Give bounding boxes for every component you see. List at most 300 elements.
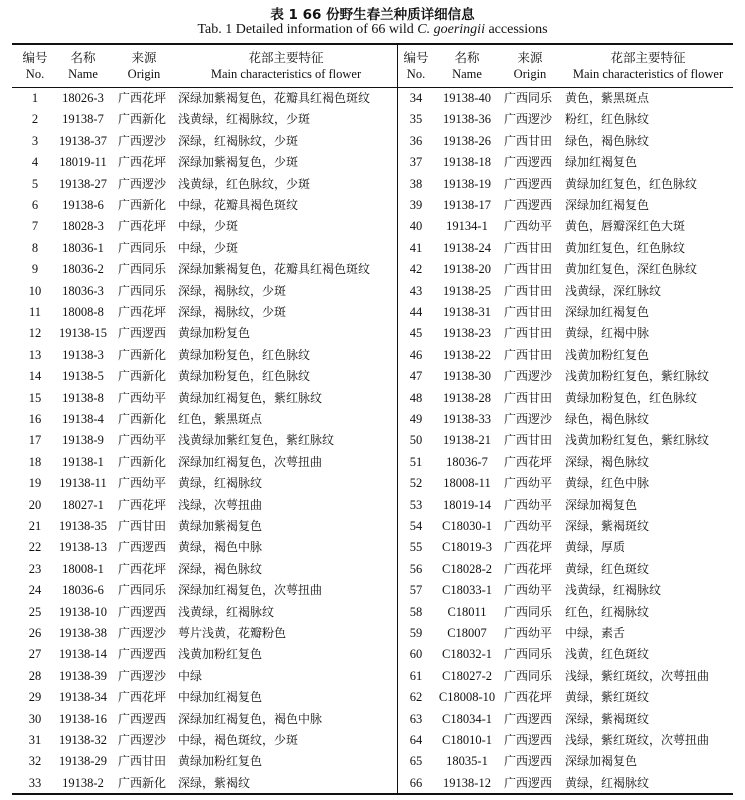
cell-no: 57 [409, 583, 423, 598]
table-row [0, 687, 745, 708]
cell-characteristics: 浅黄加粉红复色 [178, 647, 263, 662]
cell-characteristics: 浅黄绿加紫红复色，紫红脉纹 [178, 433, 335, 448]
cell-no: 25 [28, 604, 42, 619]
cell-no: 45 [409, 326, 423, 341]
cell-origin: 广西新化 [118, 112, 167, 127]
cell-name: 18027-1 [62, 497, 104, 512]
cell-origin: 广西幼平 [118, 476, 167, 491]
table-title-en [0, 22, 745, 38]
cell-origin: 广西幼平 [504, 476, 553, 491]
cell-no: 36 [409, 133, 423, 148]
cell-no: 13 [28, 347, 42, 362]
header-no-zh-right: 编号 [403, 50, 429, 65]
cell-no: 17 [28, 433, 42, 448]
cell-characteristics: 黄绿，紫红斑纹 [565, 690, 650, 705]
table-row [0, 709, 745, 730]
cell-name: 19138-8 [62, 390, 104, 405]
cell-characteristics: 黄加红复色，深红色脉纹 [565, 262, 698, 277]
table-row [0, 259, 745, 280]
cell-origin: 广西同乐 [118, 583, 167, 598]
cell-origin: 广西花坪 [118, 219, 167, 234]
cell-no: 11 [28, 305, 42, 319]
cell-name: 19138-21 [443, 433, 491, 448]
cell-origin: 广西幼平 [504, 219, 553, 234]
cell-characteristics: 中绿 [178, 668, 203, 683]
cell-no: 26 [28, 626, 42, 640]
cell-no: 55 [409, 540, 423, 555]
cell-characteristics: 深绿加红褐复色 [565, 305, 650, 319]
top-rule [12, 43, 733, 45]
cell-name: 19138-40 [443, 91, 491, 105]
cell-name: 19138-39 [59, 668, 107, 683]
cell-name: 18035-1 [446, 754, 488, 769]
cell-origin: 广西逻西 [118, 604, 167, 619]
cell-no: 62 [409, 690, 423, 705]
cell-origin: 广西新化 [118, 454, 167, 469]
cell-origin: 广西逻沙 [504, 412, 553, 426]
table-row [0, 174, 745, 195]
cell-no: 58 [409, 604, 423, 619]
cell-characteristics: 浅黄，红色斑纹 [565, 647, 650, 662]
cell-origin: 广西逻西 [504, 775, 553, 790]
cell-origin: 广西甘田 [504, 305, 553, 319]
table-row [0, 131, 745, 152]
table-row [0, 666, 745, 687]
header-char-en-right: Main characteristics of flower [572, 67, 724, 81]
header-origin-zh: 来源 [131, 50, 157, 65]
cell-no: 41 [409, 240, 423, 255]
cell-no: 6 [31, 198, 39, 212]
cell-characteristics: 黄绿加红褐复色，紫红脉纹 [178, 390, 323, 405]
cell-origin: 广西逻西 [118, 711, 167, 726]
cell-name: C18027-2 [442, 668, 492, 683]
cell-name: 19138-18 [443, 155, 491, 170]
cell-name: 18019-11 [59, 155, 107, 170]
cell-characteristics: 深绿加紫褐复色，花瓣具红褐色斑纹 [178, 91, 371, 105]
cell-characteristics: 深绿加红褐复色，褐色中脉 [178, 711, 323, 726]
cell-no: 2 [31, 112, 39, 127]
cell-no: 46 [409, 347, 423, 362]
cell-name: 19138-34 [59, 690, 107, 705]
header-char-en: Main characteristics of flower [210, 67, 362, 81]
cell-characteristics: 浅黄绿，红褐脉纹，少斑 [178, 112, 311, 127]
cell-characteristics: 深绿，红褐脉纹，少斑 [178, 133, 299, 148]
cell-name: 19138-19 [443, 176, 491, 191]
cell-characteristics: 黄绿加粉复色，红色脉纹 [178, 347, 311, 362]
cell-origin: 广西逻沙 [118, 626, 167, 640]
cell-no: 53 [409, 497, 423, 512]
cell-origin: 广西花坪 [118, 497, 167, 512]
cell-name: 19138-9 [62, 433, 104, 448]
cell-name: 19138-28 [443, 390, 491, 405]
cell-name: 18036-6 [62, 583, 104, 598]
table-row [0, 366, 745, 387]
cell-no: 64 [409, 733, 423, 747]
cell-name: 19138-29 [59, 754, 107, 769]
header-name-en-right: Name [452, 67, 482, 81]
table-row [0, 88, 745, 109]
cell-characteristics: 中绿，褐色斑纹，少斑 [178, 733, 299, 747]
cell-name: 19138-30 [443, 369, 491, 384]
cell-name: 18008-1 [62, 561, 104, 576]
cell-origin: 广西同乐 [504, 91, 553, 105]
cell-no: 59 [409, 626, 423, 640]
cell-no: 40 [409, 219, 423, 234]
table-row [0, 773, 745, 794]
cell-characteristics: 绿加红褐复色 [565, 155, 638, 170]
table-row [0, 751, 745, 772]
header-origin-en: Origin [127, 67, 161, 81]
cell-no: 27 [28, 647, 42, 662]
cell-origin: 广西新化 [118, 347, 167, 362]
cell-name: 18036-3 [62, 283, 104, 298]
cell-name: 18019-14 [443, 497, 491, 512]
cell-characteristics: 黄色，唇瓣深红色大斑 [565, 219, 686, 234]
cell-characteristics: 浅黄加粉红复色，紫红脉纹 [565, 369, 710, 384]
header-char-zh: 花部主要特征 [248, 50, 324, 65]
cell-origin: 广西甘田 [504, 283, 553, 298]
cell-no: 37 [409, 155, 423, 170]
cell-no: 33 [28, 775, 42, 790]
cell-origin: 广西花坪 [504, 561, 553, 576]
cell-characteristics: 萼片浅黄，花瓣粉色 [178, 626, 287, 640]
table-row [0, 452, 745, 473]
cell-name: 19138-32 [59, 733, 107, 747]
cell-no: 28 [28, 668, 42, 683]
cell-characteristics: 粉红，红色脉纹 [565, 112, 650, 127]
cell-no: 60 [409, 647, 423, 662]
header-name-zh-right: 名称 [454, 50, 480, 65]
title-en-prefix: Tab. 1 Detailed information of 66 wild [197, 22, 418, 37]
cell-name: C18028-2 [442, 561, 492, 576]
cell-name: 19138-38 [59, 626, 107, 640]
cell-no: 18 [28, 454, 42, 469]
cell-no: 12 [28, 326, 42, 341]
cell-no: 56 [409, 561, 423, 576]
cell-characteristics: 浅绿，紫红斑纹，次萼扭曲 [565, 668, 710, 683]
cell-origin: 广西幼平 [118, 433, 167, 448]
cell-name: C18010-1 [442, 733, 492, 747]
table-row [0, 409, 745, 430]
cell-characteristics: 中绿，花瓣具褐色斑纹 [178, 198, 299, 212]
cell-origin: 广西逻沙 [118, 733, 167, 747]
cell-no: 4 [31, 155, 39, 170]
table-row [0, 537, 745, 558]
cell-origin: 广西花坪 [118, 690, 167, 705]
cell-name: 19134-1 [446, 219, 488, 234]
cell-no: 24 [28, 583, 42, 598]
cell-characteristics: 深绿加红褐复色 [565, 198, 650, 212]
table-row [0, 730, 745, 751]
cell-characteristics: 黄绿加粉复色，红色脉纹 [565, 390, 698, 405]
cell-origin: 广西逻沙 [118, 668, 167, 683]
cell-origin: 广西逻沙 [504, 112, 553, 127]
cell-origin: 广西花坪 [504, 690, 553, 705]
table-row [0, 323, 745, 344]
cell-name: 19138-5 [62, 369, 104, 384]
cell-origin: 广西同乐 [118, 262, 167, 277]
cell-name: 19138-15 [59, 326, 107, 341]
table-row [0, 152, 745, 173]
table-row [0, 473, 745, 494]
cell-characteristics: 黄色，紫黑斑点 [565, 91, 650, 105]
cell-origin: 广西花坪 [118, 561, 167, 576]
cell-no: 5 [31, 176, 39, 191]
cell-origin: 广西同乐 [504, 647, 553, 662]
cell-no: 48 [409, 390, 423, 405]
cell-origin: 广西新化 [118, 412, 167, 426]
cell-characteristics: 黄绿加粉红复色 [178, 754, 263, 769]
cell-name: 19138-25 [443, 283, 491, 298]
cell-characteristics: 深绿加紫褐复色，少斑 [178, 155, 299, 170]
table-row [0, 602, 745, 623]
cell-characteristics: 黄绿加红复色，红色脉纹 [565, 176, 698, 191]
header-origin-en-right: Origin [513, 67, 547, 81]
cell-characteristics: 黄绿，厚质 [565, 540, 626, 555]
cell-name: 19138-11 [59, 476, 107, 491]
cell-characteristics: 浅绿，次萼扭曲 [178, 497, 263, 512]
table-row [0, 495, 745, 516]
cell-characteristics: 深绿，褐色脉纹 [565, 454, 650, 469]
cell-origin: 广西逻西 [504, 711, 553, 726]
title-en-species: C. goeringii [417, 22, 485, 37]
cell-origin: 广西幼平 [504, 519, 553, 533]
cell-origin: 广西逻西 [504, 198, 553, 212]
cell-no: 44 [409, 305, 423, 319]
cell-origin: 广西甘田 [118, 519, 167, 533]
cell-origin: 广西同乐 [118, 283, 167, 298]
cell-no: 19 [28, 476, 42, 491]
cell-origin: 广西甘田 [504, 133, 553, 148]
cell-origin: 广西花坪 [504, 540, 553, 555]
cell-characteristics: 深绿加褐复色 [565, 497, 638, 512]
cell-characteristics: 黄绿，红褐脉纹 [565, 775, 650, 790]
cell-no: 7 [31, 219, 39, 234]
table-row [0, 388, 745, 409]
cell-name: 19138-6 [62, 198, 104, 212]
cell-origin: 广西甘田 [504, 326, 553, 341]
cell-name: 19138-17 [443, 198, 491, 212]
cell-name: C18011 [447, 604, 487, 619]
cell-characteristics: 黄绿加紫褐复色 [178, 519, 263, 533]
cell-characteristics: 浅黄加粉红复色 [565, 347, 650, 362]
cell-origin: 广西新化 [118, 775, 167, 790]
cell-origin: 广西逻沙 [118, 133, 167, 148]
cell-origin: 广西逻西 [118, 540, 167, 555]
cell-name: 19138-7 [62, 112, 104, 127]
cell-name: 18036-7 [446, 454, 488, 469]
cell-no: 61 [409, 668, 423, 683]
cell-origin: 广西新化 [118, 198, 167, 212]
cell-origin: 广西甘田 [504, 347, 553, 362]
table-row [0, 109, 745, 130]
cell-no: 32 [28, 754, 42, 769]
cell-name: 19138-10 [59, 604, 107, 619]
table-row [0, 345, 745, 366]
cell-name: 19138-24 [443, 240, 491, 255]
cell-characteristics: 绿色，褐色脉纹 [565, 412, 650, 426]
table-row [0, 195, 745, 216]
cell-no: 16 [28, 412, 42, 426]
cell-name: 19138-23 [443, 326, 491, 341]
cell-name: 19138-3 [62, 347, 104, 362]
cell-no: 38 [409, 176, 423, 191]
table-row [0, 430, 745, 451]
cell-name: C18030-1 [442, 519, 492, 533]
cell-name: 19138-26 [443, 133, 491, 148]
cell-no: 39 [409, 198, 423, 212]
cell-origin: 广西甘田 [504, 433, 553, 448]
cell-no: 1 [31, 91, 39, 105]
cell-no: 49 [409, 412, 423, 426]
cell-no: 22 [28, 540, 42, 555]
cell-characteristics: 深绿加红褐复色，次萼扭曲 [178, 583, 323, 598]
cell-name: 19138-1 [62, 454, 104, 469]
cell-name: C18032-1 [442, 647, 492, 662]
cell-no: 30 [28, 711, 42, 726]
cell-characteristics: 深绿加紫褐复色，花瓣具红褐色斑纹 [178, 262, 371, 277]
cell-no: 52 [409, 476, 423, 491]
cell-origin: 广西逻西 [504, 754, 553, 769]
cell-characteristics: 黄绿，红褐中脉 [565, 326, 650, 341]
cell-name: 19138-22 [443, 347, 491, 362]
cell-origin: 广西逻西 [118, 326, 167, 341]
cell-name: 19138-14 [59, 647, 107, 662]
cell-characteristics: 深绿，紫褐斑纹 [565, 519, 650, 533]
cell-name: 19138-36 [443, 112, 491, 127]
cell-origin: 广西幼平 [504, 626, 553, 640]
header-no-en: No. [25, 67, 45, 81]
cell-origin: 广西逻西 [118, 647, 167, 662]
cell-origin: 广西逻西 [504, 155, 553, 170]
header-no-zh: 编号 [22, 50, 48, 65]
table-row [0, 580, 745, 601]
header-name-en: Name [68, 67, 98, 81]
cell-name: 19138-20 [443, 262, 491, 277]
header-no-en-right: No. [406, 67, 426, 81]
cell-characteristics: 黄绿，褐色中脉 [178, 540, 263, 555]
cell-name: C18007 [447, 626, 487, 640]
cell-name: C18033-1 [442, 583, 492, 598]
cell-characteristics: 中绿加红褐复色 [178, 690, 263, 705]
table-row [0, 516, 745, 537]
cell-no: 65 [409, 754, 423, 769]
cell-characteristics: 黄绿加粉复色，红色脉纹 [178, 369, 311, 384]
cell-characteristics: 红色，红褐脉纹 [565, 604, 650, 619]
cell-characteristics: 黄绿，红褐脉纹 [178, 476, 263, 491]
cell-no: 50 [409, 433, 423, 448]
cell-origin: 广西逻西 [504, 733, 553, 747]
table-title-zh: 表 1 66 份野生春兰种质详细信息 [270, 7, 475, 23]
cell-characteristics: 黄绿加粉复色 [178, 326, 251, 341]
cell-name: 18008-11 [443, 476, 491, 491]
cell-characteristics: 绿色，褐色脉纹 [565, 133, 650, 148]
cell-characteristics: 中绿，素舌 [565, 626, 626, 640]
cell-origin: 广西逻沙 [504, 369, 553, 384]
cell-origin: 广西甘田 [504, 262, 553, 277]
cell-no: 29 [28, 690, 42, 705]
cell-origin: 广西花坪 [118, 91, 167, 105]
cell-no: 8 [31, 240, 39, 255]
cell-characteristics: 深绿，褐色脉纹 [178, 561, 263, 576]
table-row [0, 216, 745, 237]
cell-characteristics: 深绿加红褐复色，次萼扭曲 [178, 454, 323, 469]
cell-name: 19138-33 [443, 412, 491, 426]
cell-origin: 广西同乐 [118, 240, 167, 255]
cell-no: 51 [409, 454, 423, 469]
cell-no: 42 [409, 262, 423, 277]
cell-origin: 广西花坪 [504, 454, 553, 469]
cell-no: 14 [28, 369, 42, 384]
cell-no: 20 [28, 497, 42, 512]
cell-origin: 广西甘田 [504, 240, 553, 255]
cell-name: 18026-3 [62, 91, 104, 105]
cell-origin: 广西幼平 [118, 390, 167, 405]
cell-name: 19138-37 [59, 133, 107, 148]
cell-no: 34 [409, 91, 423, 105]
cell-characteristics: 浅黄加粉红复色，紫红脉纹 [565, 433, 710, 448]
cell-name: 19138-4 [62, 412, 104, 426]
cell-origin: 广西幼平 [504, 497, 553, 512]
cell-name: 19138-12 [443, 775, 491, 790]
header-char-zh-right: 花部主要特征 [610, 50, 686, 65]
cell-origin: 广西新化 [118, 369, 167, 384]
cell-characteristics: 黄绿，红色中脉 [565, 476, 650, 491]
table-row [0, 238, 745, 259]
cell-origin: 广西逻西 [504, 176, 553, 191]
cell-name: 18008-8 [62, 305, 104, 319]
cell-no: 63 [409, 711, 423, 726]
table-row [0, 644, 745, 665]
cell-origin: 广西幼平 [504, 583, 553, 598]
cell-characteristics: 深绿加褐复色 [565, 754, 638, 769]
cell-no: 10 [28, 283, 42, 298]
cell-characteristics: 浅黄绿，红褐脉纹 [178, 604, 275, 619]
title-en-suffix: accessions [484, 22, 548, 37]
cell-origin: 广西甘田 [118, 754, 167, 769]
table-row [0, 623, 745, 644]
cell-name: 19138-2 [62, 775, 104, 790]
cell-characteristics: 深绿，紫褐斑纹 [565, 711, 650, 726]
cell-name: 19138-13 [59, 540, 107, 555]
cell-characteristics: 浅黄绿，红褐脉纹 [565, 583, 662, 598]
cell-name: 18028-3 [62, 219, 104, 234]
cell-characteristics: 深绿，紫褐纹 [178, 775, 251, 790]
cell-name: C18019-3 [442, 540, 492, 555]
cell-no: 54 [409, 519, 423, 533]
cell-origin: 广西甘田 [504, 390, 553, 405]
cell-no: 35 [409, 112, 423, 127]
cell-characteristics: 黄加红复色，红色脉纹 [565, 240, 686, 255]
cell-characteristics: 浅绿，紫红斑纹，次萼扭曲 [565, 733, 710, 747]
cell-origin: 广西花坪 [118, 305, 167, 319]
header-origin-zh-right: 来源 [517, 50, 543, 65]
cell-no: 66 [409, 775, 423, 790]
cell-name: 19138-27 [59, 176, 107, 191]
cell-name: C18008-10 [438, 690, 496, 705]
cell-origin: 广西花坪 [118, 155, 167, 170]
cell-characteristics: 深绿，褐脉纹，少斑 [178, 305, 287, 319]
cell-characteristics: 红色，紫黑斑点 [178, 412, 263, 426]
cell-characteristics: 浅黄绿，深红脉纹 [565, 283, 662, 298]
cell-no: 21 [28, 519, 42, 533]
cell-no: 47 [409, 369, 423, 384]
cell-characteristics: 中绿，少斑 [178, 219, 239, 234]
cell-origin: 广西同乐 [504, 604, 553, 619]
cell-no: 3 [31, 133, 39, 148]
table-row [0, 559, 745, 580]
cell-characteristics: 深绿，褐脉纹，少斑 [178, 283, 287, 298]
